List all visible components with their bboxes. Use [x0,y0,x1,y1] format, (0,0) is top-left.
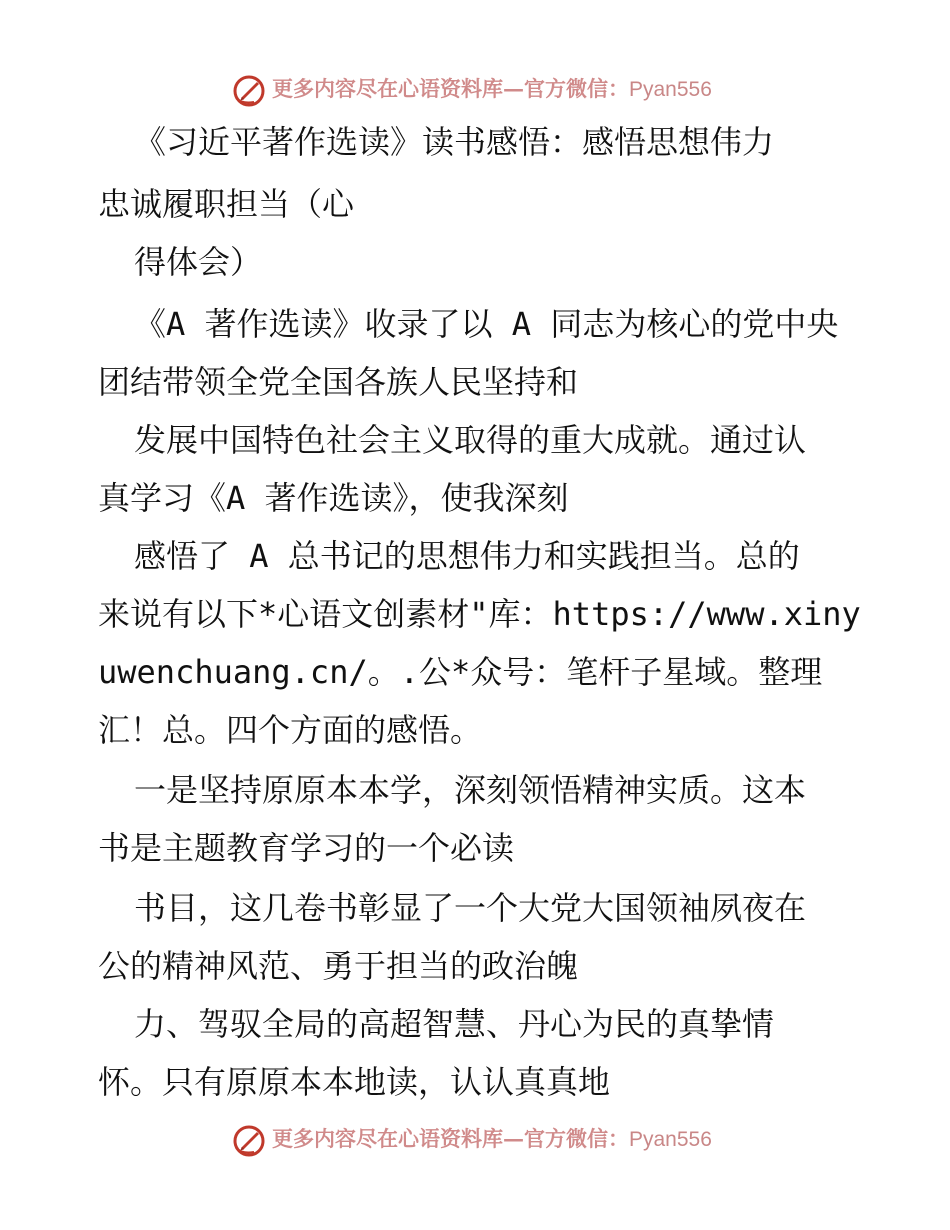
wechat-handle: Pyan556 [629,78,712,101]
paragraph-line: 一是坚持原原本本学，深刻领悟精神实质。这本 [134,771,807,809]
paragraph-line: uwenchuang.cn/。.公*众号：笔杆子星域。整理 [98,653,823,691]
banner-message: 更多内容尽在心语资料库—官方微信： [272,76,629,101]
paragraph-line: 书目，这几卷书彰显了一个大党大国领袖夙夜在 [134,889,807,927]
quill-seal-icon [232,1124,266,1158]
wechat-handle: Pyan556 [629,1128,712,1151]
paragraph-line: 团结带领全党全国各族人民坚持和 [98,363,579,401]
title-line: 得体会） [134,243,263,281]
paragraph-line: 书是主题教育学习的一个必读 [98,829,515,867]
title-line: 《习近平著作选读》读书感悟：感悟思想伟力 [134,123,775,161]
paragraph-line: 公的精神风范、勇于担当的政治魄 [98,947,579,985]
paragraph-line: 《A 著作选读》收录了以 A 同志为核心的党中央 [134,305,839,343]
title-line: 忠诚履职担当（心 [98,185,355,223]
paragraph-line: 怀。只有原原本本地读，认认真真地 [98,1063,611,1101]
paragraph-line: 发展中国特色社会主义取得的重大成就。通过认 [134,421,807,459]
paragraph-line: 汇！总。四个方面的感悟。 [98,711,483,749]
banner-message: 更多内容尽在心语资料库—官方微信： [272,1126,629,1151]
paragraph-line: 真学习《A 著作选读》，使我深刻 [98,479,569,517]
header-banner [0,72,950,108]
paragraph-line: 感悟了 A 总书记的思想伟力和实践担当。总的 [134,537,800,575]
paragraph-line: 力、驾驭全局的高超智慧、丹心为民的真挚情 [134,1005,775,1043]
quill-seal-icon [232,74,266,108]
banner-text [272,76,712,103]
banner-text [272,1126,712,1153]
footer-banner [0,1122,950,1158]
paragraph-line: 来说有以下*心语文创素材"库：https://www.xiny [98,595,861,633]
